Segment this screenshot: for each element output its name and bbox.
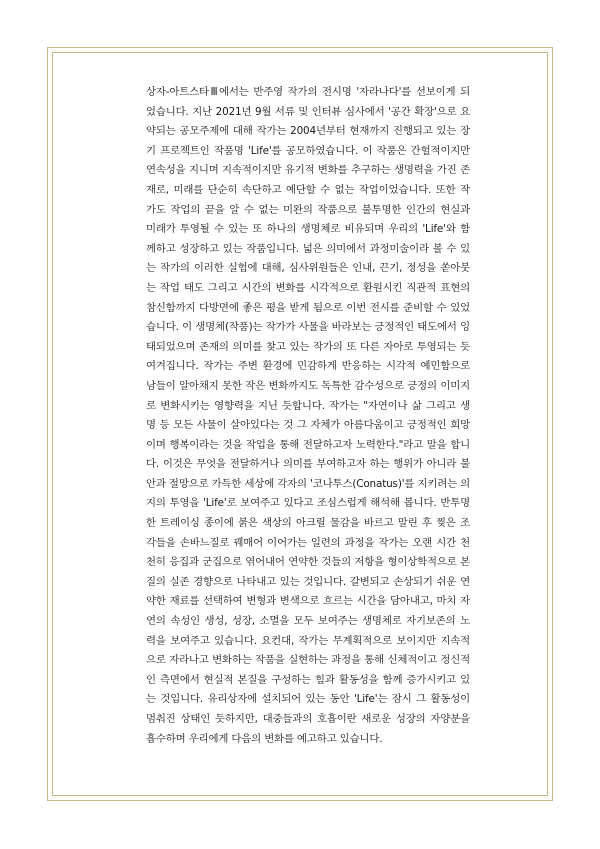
- text-line: 안과 절망으로 가득한 세상에 각자의 '코나투스(Conatus)'를 지키려는 의: [146, 477, 471, 490]
- text-line: 재로, 미래를 단순히 속단하고 예단할 수 없는 작업이었습니다. 또한 작: [146, 183, 470, 196]
- text-line: 연의 속성인 생성, 성장, 소멸을 모두 보여주는 생명체로 자기보존의 노: [146, 615, 470, 628]
- text-line: 명 등 모든 사물이 살아있다는 것 그 자체가 아름다움이고 긍정적인 희망: [146, 419, 470, 432]
- text-line: 남들이 알아채지 못한 작은 변화까지도 독특한 감수성으로 긍정의 이미지: [146, 379, 470, 392]
- text-line: 력을 보여주고 있습니다. 요컨대, 작가는 무계획적으로 보이지만 지속적: [146, 634, 470, 647]
- text-line: 미래가 투영될 수 있는 또 하나의 생명체로 비유되며 우리의 'Life'와 함: [146, 223, 470, 236]
- text-line: 로 변화시키는 영향력을 지닌 듯합니다. 작가는 "자연이나 삶 그리고 생: [146, 399, 470, 412]
- text-line: 인 측면에서 현실적 본질을 구성하는 힘과 활동성을 함께 증가시키고 있: [146, 673, 470, 686]
- text-line: 여겨집니다. 작가는 주변 환경에 민감하게 반응하는 시각적 예민함으로: [146, 360, 470, 373]
- text-line: 가도 작업의 끝을 알 수 없는 미완의 작품으로 불투명한 인간의 현실과: [146, 203, 470, 216]
- text-line: 멈춰진 상태인 듯하지만, 대중들과의 호흡이란 새로운 성장의 자양분을: [146, 713, 470, 725]
- text-line: 지의 투영을 'Life'로 보여주고 있다고 조심스럽게 해석해 봅니다. 반투명: [146, 497, 470, 510]
- text-line: 연속성을 지니며 지속적이지만 유기적 변화를 추구하는 생명력을 가진 존: [146, 164, 470, 177]
- text-line: 는 것입니다. 유리상자에 설치되어 있는 동안 'Life'는 잠시 그 활동성이: [146, 693, 470, 706]
- text-line: 약한 재료를 선택하여 변형과 변색으로 흐르는 시간을 담아내고, 마치 자: [146, 595, 470, 608]
- text-line: 상자-아트스타Ⅲ에서는 반주영 작가의 전시명 '자라나다'를 선보이게 되: [146, 86, 470, 98]
- text-line: 으로 자라나고 변화하는 작품을 실현하는 과정을 통해 신체적이고 정신적: [146, 654, 470, 667]
- body-text: [146, 83, 470, 749]
- text-line: 이며 행복이라는 것을 작업을 통해 전달하고자 노력한다."라고 말을 합니: [146, 438, 470, 451]
- text-line: 기 프로젝트인 작품명 'Life'를 공모하였습니다. 이 작품은 간헐적이지만: [146, 144, 470, 157]
- text-line: 습니다. 이 생명체(작품)는 작가가 사물을 바라보는 긍정적인 태도에서 잉: [146, 321, 470, 334]
- text-line: 다. 이것은 무엇을 전달하거나 의미를 부여하고자 하는 행위가 아니라 불: [146, 458, 470, 471]
- text-line: 었습니다. 지난 2021년 9월 서류 및 인터뷰 심사에서 '공간 확장'으로 요: [146, 105, 470, 118]
- text-line: 천히 응집과 군집으로 엮어내어 연약한 것들의 저항을 형이상학적으로 본: [146, 556, 470, 569]
- text-line: 각들을 손바느질로 꿰매어 이어가는 일련의 과정을 작가는 오랜 시간 천: [146, 536, 470, 549]
- text-line: 는 작업 태도 그리고 시간의 변화를 시각적으로 환원시킨 직관적 표현의: [146, 281, 470, 294]
- text-line: 는 작가의 이러한 실험에 대해, 심사위원들은 인내, 끈기, 정성을 쏟아붓: [146, 262, 470, 275]
- text-line: 태되었으며 존재의 의미를 찾고 있는 작가의 또 다른 자아로 투영되는 듯: [146, 340, 470, 353]
- text-line-last: 흡수하며 우리에게 다음의 변화를 예고하고 있습니다.: [146, 732, 383, 745]
- text-line: 참신함까지 다방면에 좋은 평을 받게 됨으로 이번 전시를 준비할 수 있었: [146, 301, 470, 314]
- text-line: 질의 실존 경향으로 나타내고 있는 것입니다. 갈변되고 손상되기 쉬운 연: [146, 575, 470, 588]
- text-line: 약되는 공모주제에 대해 작가는 2004년부터 현재까지 진행되고 있는 장: [146, 125, 470, 138]
- text-line: 한 트레이싱 종이에 붉은 색상의 아크릴 물감을 바르고 말린 후 찢은 조: [146, 517, 470, 530]
- text-line: 께하고 성장하고 있는 작품입니다. 넓은 의미에서 과정미술이라 볼 수 있: [146, 242, 470, 255]
